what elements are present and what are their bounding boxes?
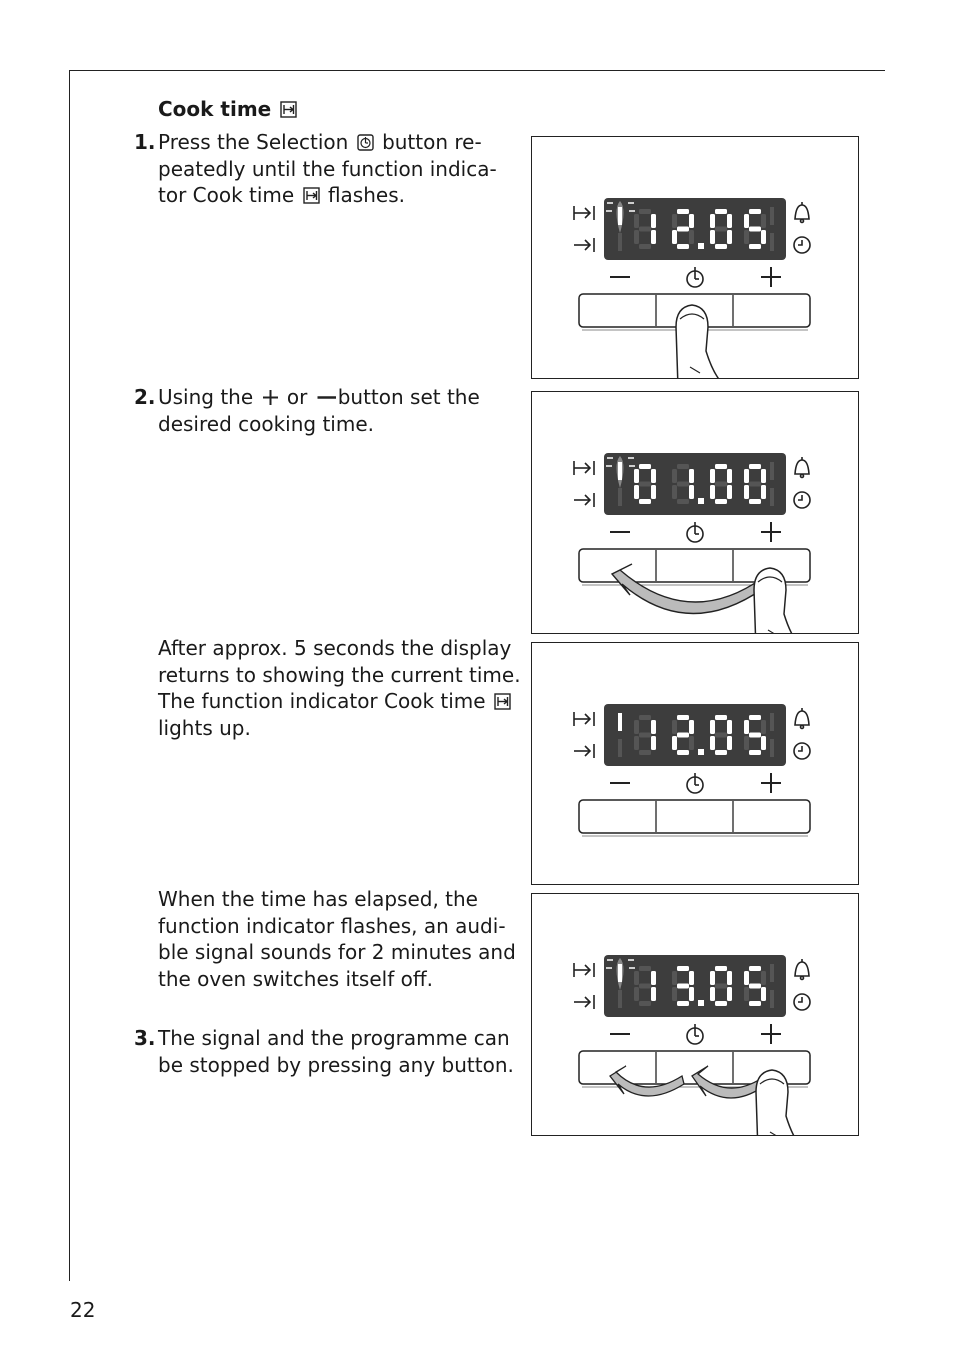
display-dot (698, 749, 704, 755)
display-dot (698, 498, 704, 504)
top-rule (69, 70, 885, 71)
panel-svg (532, 643, 858, 884)
step-number: 3. (134, 1026, 156, 1050)
panel-svg (532, 392, 858, 633)
cook-time-icon (494, 693, 511, 710)
minus-icon (316, 389, 336, 406)
plus-label (761, 773, 781, 793)
left-rule (69, 70, 70, 1281)
step-number: 1. (134, 130, 156, 154)
button-row (579, 800, 810, 833)
control-panel-illustration (531, 136, 859, 379)
control-panel-illustration (531, 893, 859, 1136)
step-1-text: Press the Selection button re- peatedly until the function indica- tor Cook time flashes. (158, 130, 497, 208)
cook-time-icon (280, 101, 297, 118)
display-dot (698, 243, 704, 249)
lit-indicator (618, 713, 622, 731)
panel-svg (532, 137, 858, 378)
step-3-text: The signal and the programme can be stopped by pressing any button. (158, 1026, 514, 1077)
after-text: After approx. 5 seconds the display returns to showing the current time. The function indicator Cook time lights up. (158, 636, 521, 741)
plus-label (761, 1024, 781, 1044)
control-panel-illustration (531, 642, 859, 885)
section-heading: Cook time (158, 97, 299, 121)
display-dot (698, 1000, 704, 1006)
elapsed-text: When the time has elapsed, the function indicator flashes, an audi- ble signal sounds for 2 minutes and the oven switches itself off. (158, 887, 516, 992)
panel-svg (532, 894, 858, 1135)
step-2-text: Using the or button set the desired cooking time. (158, 385, 480, 436)
plus-label (761, 267, 781, 287)
cook-time-icon (303, 187, 320, 204)
plus-label (761, 522, 781, 542)
control-panel-illustration (531, 391, 859, 634)
page-number: 22 (70, 1298, 96, 1322)
step-number: 2. (134, 385, 156, 409)
selection-icon (357, 134, 374, 151)
plus-icon (262, 389, 279, 406)
